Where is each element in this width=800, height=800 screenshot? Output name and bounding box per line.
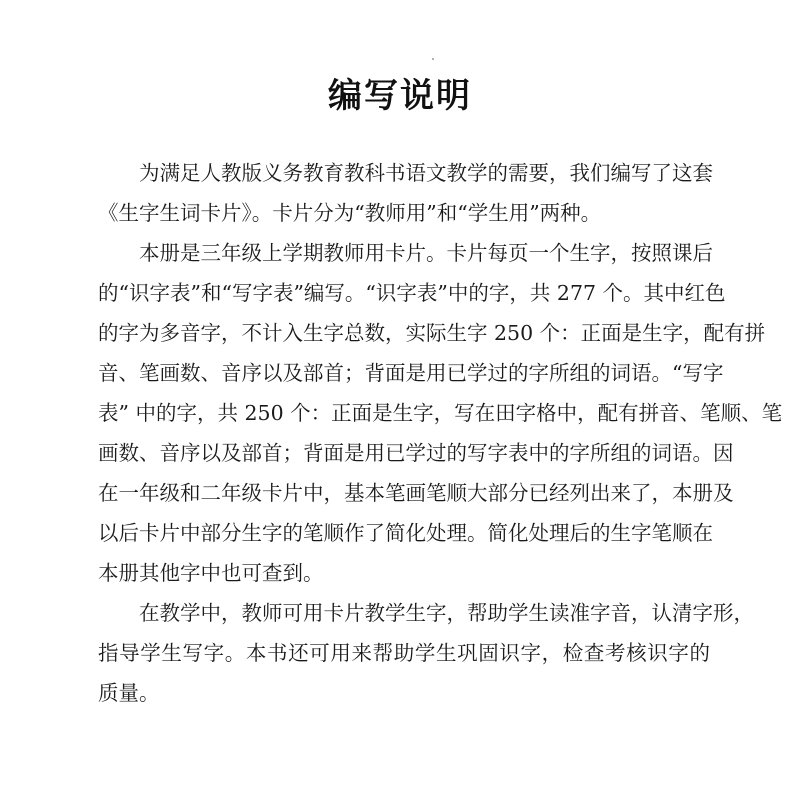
paragraph-3-line-2: 指导学生写字。本书还可用来帮助学生巩固识字，检查考核识字的 — [98, 641, 710, 665]
paragraph-2-line-1: 本册是三年级上学期教师用卡片。卡片每页一个生字，按照课后 — [139, 241, 713, 265]
paragraph-2-line-5: 表” 中的字，共 250 个：正面是生字，写在田字格中，配有拼音、笔顺、笔 — [98, 401, 783, 425]
paragraph-2-line-3: 的字为多音字，不计入生字总数，实际生字 250 个：正面是生字，配有拼 — [98, 321, 766, 345]
paragraph-2-line-8: 以后卡片中部分生字的笔顺作了简化处理。简化处理后的生字笔顺在 — [98, 521, 713, 545]
scan-speck — [432, 58, 434, 60]
paragraph-3-line-3: 质量。 — [98, 681, 160, 705]
paragraph-2-line-9: 本册其他字中也可查到。 — [98, 561, 324, 585]
body-text — [98, 153, 783, 713]
page-title: 编写说明 — [328, 76, 472, 116]
paragraph-2-line-6: 画数、音序以及部首；背面是用已学过的写字表中的字所组的词语。因 — [98, 441, 734, 465]
paragraph-2-line-4: 音、笔画数、音序以及部首；背面是用已学过的字所组的词语。“写字 — [98, 361, 724, 385]
paragraph-3-line-1: 在教学中，教师可用卡片教学生字，帮助学生读准字音，认清字形， — [139, 601, 754, 625]
paragraph-2-line-7: 在一年级和二年级卡片中，基本笔画笔顺大部分已经列出来了，本册及 — [98, 481, 734, 505]
paragraph-1-line-1: 为满足人教版义务教育教科书语文教学的需要，我们编写了这套 — [139, 161, 713, 185]
paragraph-2-line-2: 的“识字表”和“写字表”编写。“识字表”中的字，共 277 个。其中红色 — [98, 281, 726, 305]
paragraph-1-line-2: 《生字生词卡片》。卡片分为“教师用”和“学生用”两种。 — [98, 201, 602, 225]
